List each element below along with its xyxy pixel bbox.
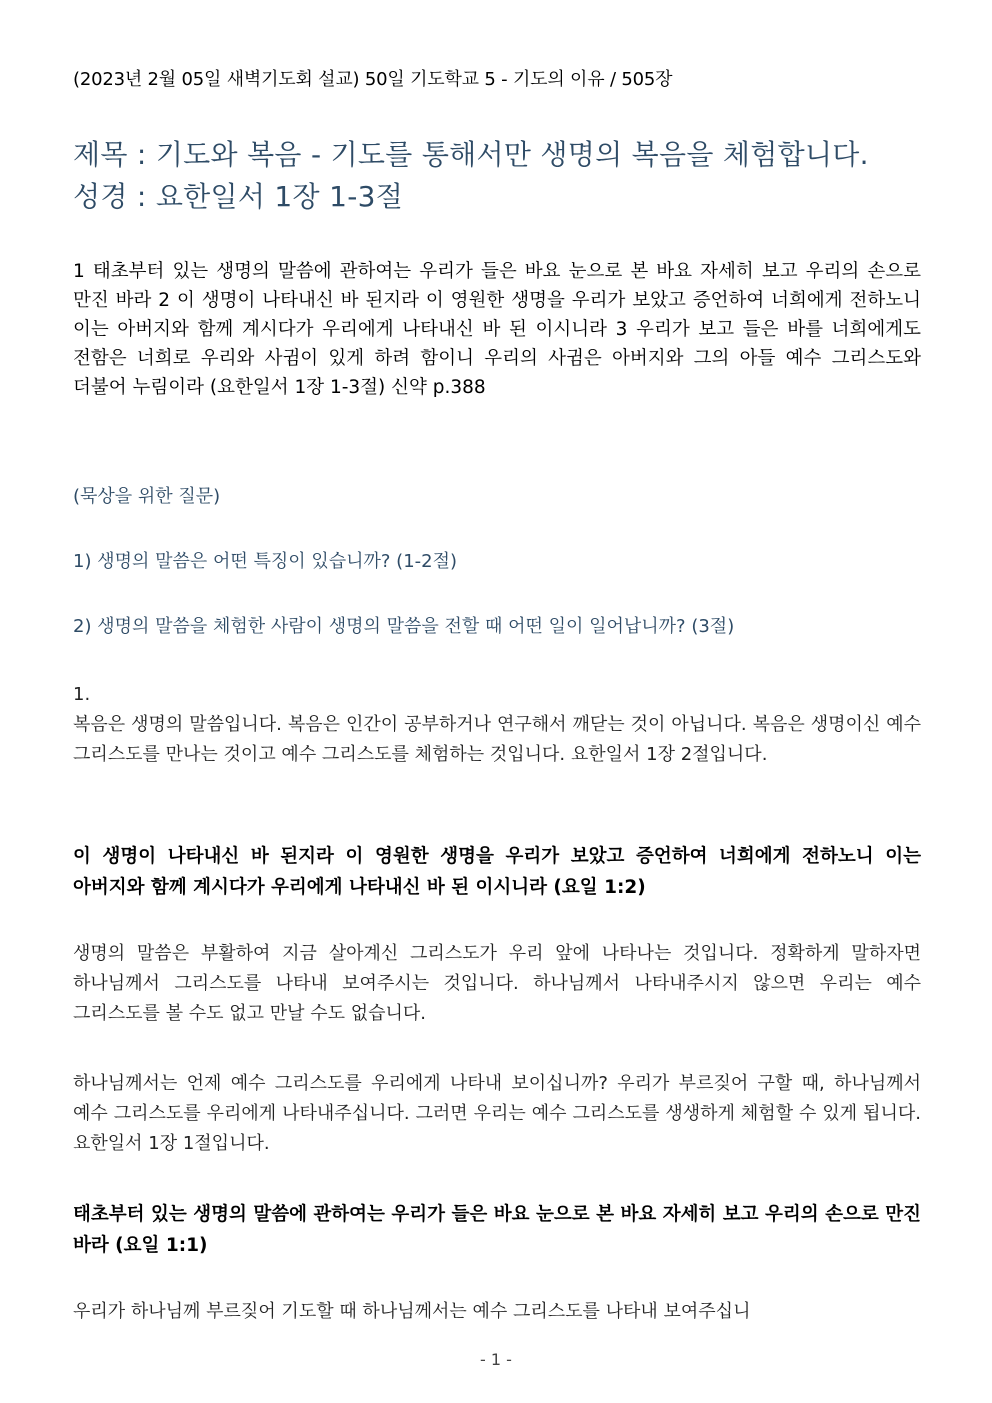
page-number: - 1 - xyxy=(480,1350,512,1369)
scripture-text: 1 태초부터 있는 생명의 말씀에 관하여는 우리가 들은 바요 눈으로 본 바요 자세히 보고 우리의 손으로 만진 바라 2 이 생명이 나타내신 바 된지라 이 영원한 생명을 우리가 보았고 증언하여 너희에게 전하노니 이는 아버지와 함께 계시다가 우리에게 나타내신 바 된 이시니라 3 우리가 보고 들은 바를 너희에게도 전함은 너희로 우리와 사귐이 있게 하려 함이니 우리의 사귐은 아버지와 그의 아들 예수 그리스도와 더불어 누림이라 (요한일서 1장 1-3절) 신약 p.388 xyxy=(73,261,921,398)
question-1: 1) 생명의 말씀은 어떤 특징이 있습니까? (1-2절) xyxy=(73,551,458,572)
section-1-text: 복음은 생명의 말씀입니다. 복음은 인간이 공부하거나 연구해서 깨닫는 것이 아닙니다. 복음은 생명이신 예수 그리스도를 만나는 것이고 예수 그리스도를 체험하는 것입니다. 요한일서 1장 2절입니다. xyxy=(73,714,921,765)
paragraph: 생명의 말씀은 부활하여 지금 살아계신 그리스도가 우리 앞에 나타나는 것입니다. 정확하게 말하자면 하나님께서 그리스도를 나타내 보여주시는 것입니다. 하나님께서 나타내주시지 않으면 우리는 예수 그리스도를 볼 수도 없고 만날 수도 없습니다. xyxy=(73,943,921,1024)
section-number: 1. xyxy=(73,684,91,705)
paragraph: 우리가 하나님께 부르짖어 기도할 때 하나님께서는 예수 그리스도를 나타내 보여주십니 xyxy=(73,1301,751,1322)
paragraph: 하나님께서는 언제 예수 그리스도를 우리에게 나타내 보이십니까? 우리가 부르짖어 구할 때, 하나님께서 예수 그리스도를 우리에게 나타내주십니다. 그러면 우리는 예수 그리스도를 생생하게 체험할 수 있게 됩니다. 요한일서 1장 1절입니다. xyxy=(73,1073,921,1154)
question-2: 2) 생명의 말씀을 체험한 사람이 생명의 말씀을 전할 때 어떤 일이 일어납니까? (3절) xyxy=(73,616,735,637)
section-1 xyxy=(73,680,921,770)
question-heading: (묵상을 위한 질문) xyxy=(73,486,221,507)
sermon-header: (2023년 2월 05일 새벽기도회 설교) 50일 기도학교 5 - 기도의 이유 / 505장 xyxy=(73,69,673,90)
scripture-reference: 성경 : 요한일서 1장 1-3절 xyxy=(73,180,404,213)
bold-verse-quote: 태초부터 있는 생명의 말씀에 관하여는 우리가 들은 바요 눈으로 본 바요 자세히 보고 우리의 손으로 만진 바라 (요일 1:1) xyxy=(73,1204,921,1256)
sermon-title: 제목 : 기도와 복음 - 기도를 통해서만 생명의 복음을 체험합니다. xyxy=(73,138,869,171)
bold-verse-quote: 이 생명이 나타내신 바 된지라 이 영원한 생명을 우리가 보았고 증언하여 너희에게 전하노니 이는 아버지와 함께 계시다가 우리에게 나타내신 바 된 이시니라 (요일 1:2) xyxy=(73,846,921,898)
